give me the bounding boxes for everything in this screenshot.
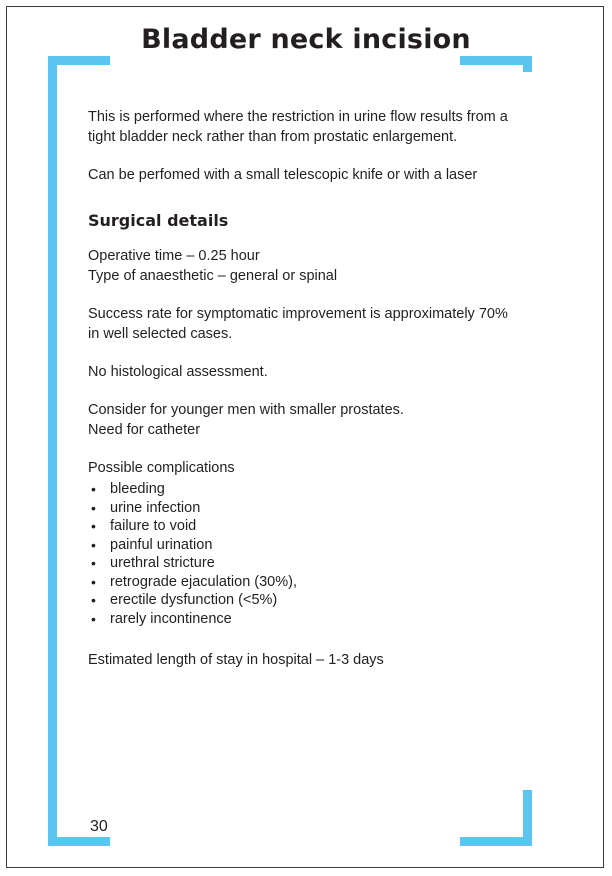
accent-bar-right-top: [523, 56, 532, 72]
histology-paragraph: No histological assessment.: [88, 364, 268, 380]
length-of-stay-paragraph: Estimated length of stay in hospital – 1-3 days: [88, 652, 384, 668]
complications-block: [88, 458, 518, 628]
accent-bar-top-left: [48, 56, 110, 65]
list-item: • bleeding: [88, 480, 518, 499]
accent-bar-left: [48, 56, 57, 846]
consider-younger-men-line: Consider for younger men with smaller prostates.: [88, 402, 404, 418]
page-number: 30: [90, 818, 108, 835]
operative-time-line: Operative time – 0.25 hour: [88, 248, 260, 264]
catheter-line: Need for catheter: [88, 422, 201, 438]
accent-bar-bottom-left: [48, 837, 110, 846]
list-item: • rarely incontinence: [88, 610, 518, 629]
anaesthetic-line: Type of anaesthetic – general or spinal: [88, 268, 338, 284]
page-title: Bladder neck incision: [141, 24, 471, 55]
accent-bar-right-bottom: [523, 790, 532, 846]
list-item: • urine infection: [88, 499, 518, 518]
body-content: [88, 107, 518, 670]
list-item: • retrograde ejaculation (30%),: [88, 573, 518, 592]
consider-lines: [88, 400, 518, 440]
list-item: • failure to void: [88, 517, 518, 536]
list-item: • urethral stricture: [88, 554, 518, 573]
accent-bar-top-right: [460, 56, 532, 65]
intro-paragraph-1: This is performed where the restriction in urine flow results from a tight bladder neck rather than from prostatic enlargement.: [88, 109, 508, 145]
complications-heading: Possible complications: [88, 460, 235, 476]
success-rate-paragraph: Success rate for symptomatic improvement is approximately 70% in well selected cases.: [88, 306, 508, 342]
intro-paragraph-2: Can be perfomed with a small telescopic knife or with a laser: [88, 167, 478, 183]
list-item: • erectile dysfunction (<5%): [88, 591, 518, 610]
surgical-details-lines: [88, 246, 518, 286]
section-heading-surgical-details: Surgical details: [88, 211, 229, 230]
complications-list: [88, 480, 518, 628]
list-item: • painful urination: [88, 536, 518, 555]
accent-bar-bottom-right: [460, 837, 532, 846]
spacer: [88, 628, 518, 650]
